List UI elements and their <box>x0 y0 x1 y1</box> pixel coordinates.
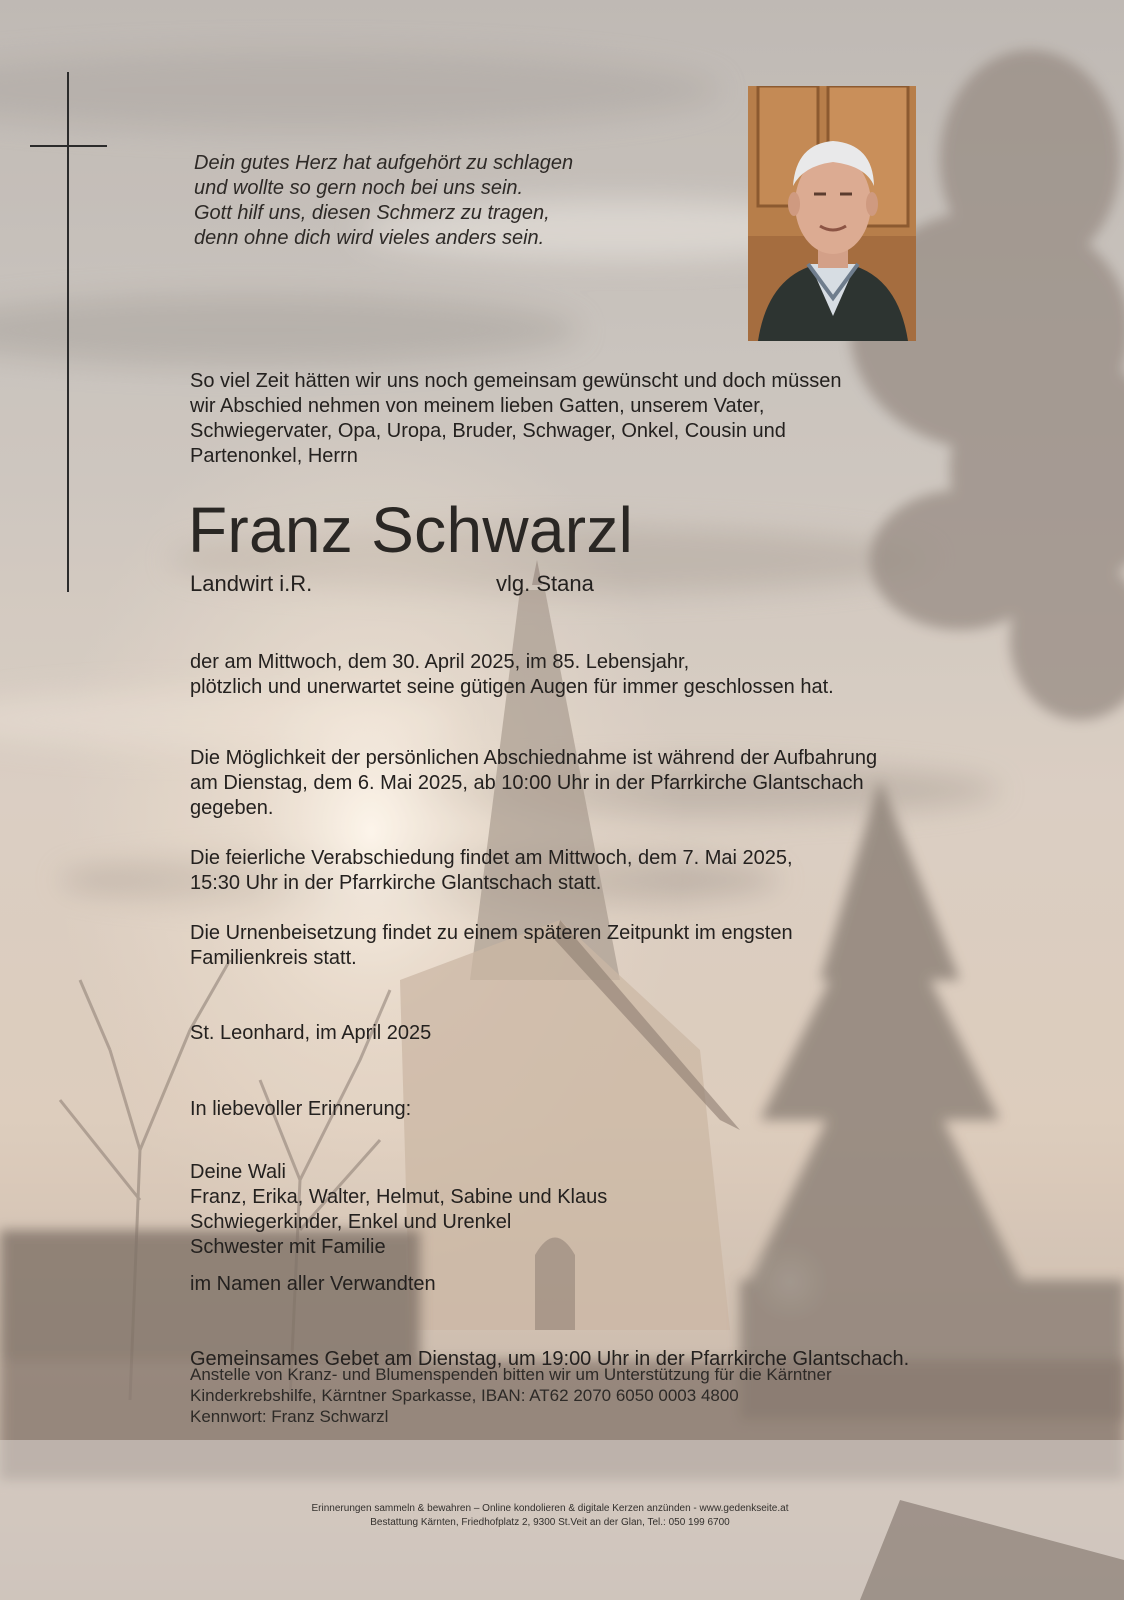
footer-line: Erinnerungen sammeln & bewahren – Online kondolieren & digitale Kerzen anzünden - www.gedenkseite.at <box>311 1503 789 1514</box>
death-notice-line: plötzlich und unerwartet seine gütigen Augen für immer geschlossen hat. <box>190 676 834 698</box>
house-name: vlg. Stana <box>496 571 594 596</box>
verse-line: und wollte so gern noch bei uns sein. <box>194 177 524 199</box>
place-date-text: St. Leonhard, im April 2025 <box>190 1022 432 1044</box>
footer-line: Bestattung Kärnten, Friedhofplatz 2, 9300 St.Veit an der Glan, Tel.: 050 199 6700 <box>370 1517 730 1528</box>
intro-line: So viel Zeit hätten wir uns noch gemeinsam gewünscht und doch müssen <box>190 370 842 392</box>
relatives-text: im Namen aller Verwandten <box>190 1273 436 1295</box>
memorial-verse <box>194 151 714 251</box>
farewell-line: 15:30 Uhr in der Pfarrkirche Glantschach statt. <box>190 872 602 894</box>
prayer-text: Gemeinsames Gebet am Dienstag, um 19:00 Uhr in der Pfarrkirche Glantschach. <box>190 1348 910 1370</box>
intro-line: Schwiegervater, Opa, Uropa, Bruder, Schwager, Onkel, Cousin und <box>190 420 786 442</box>
farewell-line: Die feierliche Verabschiedung findet am Mittwoch, dem 7. Mai 2025, <box>190 847 793 869</box>
cross-icon-vertical <box>67 72 69 592</box>
relatives-note <box>190 1272 436 1297</box>
cross-icon-horizontal <box>30 145 107 147</box>
viewing-info <box>190 746 877 821</box>
viewing-line: am Dienstag, dem 6. Mai 2025, ab 10:00 Uhr in der Pfarrkirche Glantschach <box>190 772 864 794</box>
urn-info <box>190 921 793 971</box>
footer <box>0 1502 1100 1530</box>
memory-label <box>190 1097 411 1122</box>
urn-line: Die Urnenbeisetzung findet zu einem späteren Zeitpunkt im engsten <box>190 922 793 944</box>
intro-text <box>190 369 841 469</box>
viewing-line: Die Möglichkeit der persönlichen Abschiednahme ist während der Aufbahrung <box>190 747 878 769</box>
verse-line: Gott hilf uns, diesen Schmerz zu tragen, <box>194 202 550 224</box>
donation-info <box>190 1364 832 1427</box>
donation-line: Kennwort: Franz Schwarzl <box>190 1407 389 1426</box>
verse-line: denn ohne dich wird vieles anders sein. <box>194 227 545 249</box>
occupation: Landwirt i.R. <box>190 571 313 596</box>
deceased-name: Franz Schwarzl <box>188 494 634 566</box>
memory-label-text: In liebevoller Erinnerung: <box>190 1098 412 1120</box>
verse-line: Dein gutes Herz hat aufgehört zu schlagen <box>194 152 574 174</box>
urn-line: Familienkreis statt. <box>190 947 357 969</box>
farewell-info <box>190 846 793 896</box>
mourner-line: Franz, Erika, Walter, Helmut, Sabine und Klaus <box>190 1186 608 1208</box>
death-notice <box>190 650 834 700</box>
mourner-line: Schwester mit Familie <box>190 1236 386 1258</box>
place-date <box>190 1021 431 1046</box>
donation-line: Kinderkrebshilfe, Kärntner Sparkasse, IBAN: AT62 2070 6050 0003 4800 <box>190 1386 739 1405</box>
intro-line: wir Abschied nehmen von meinem lieben Gatten, unserem Vater, <box>190 395 765 417</box>
donation-line: Anstelle von Kranz- und Blumenspenden bitten wir um Unterstützung für die Kärntner <box>190 1365 832 1384</box>
viewing-line: gegeben. <box>190 797 274 819</box>
mourners-list <box>190 1160 607 1260</box>
mourner-line: Deine Wali <box>190 1161 286 1183</box>
mourner-line: Schwiegerkinder, Enkel und Urenkel <box>190 1211 512 1233</box>
portrait-photo <box>748 86 916 341</box>
death-notice-line: der am Mittwoch, dem 30. April 2025, im 85. Lebensjahr, <box>190 651 690 673</box>
intro-line: Partenonkel, Herrn <box>190 445 358 467</box>
